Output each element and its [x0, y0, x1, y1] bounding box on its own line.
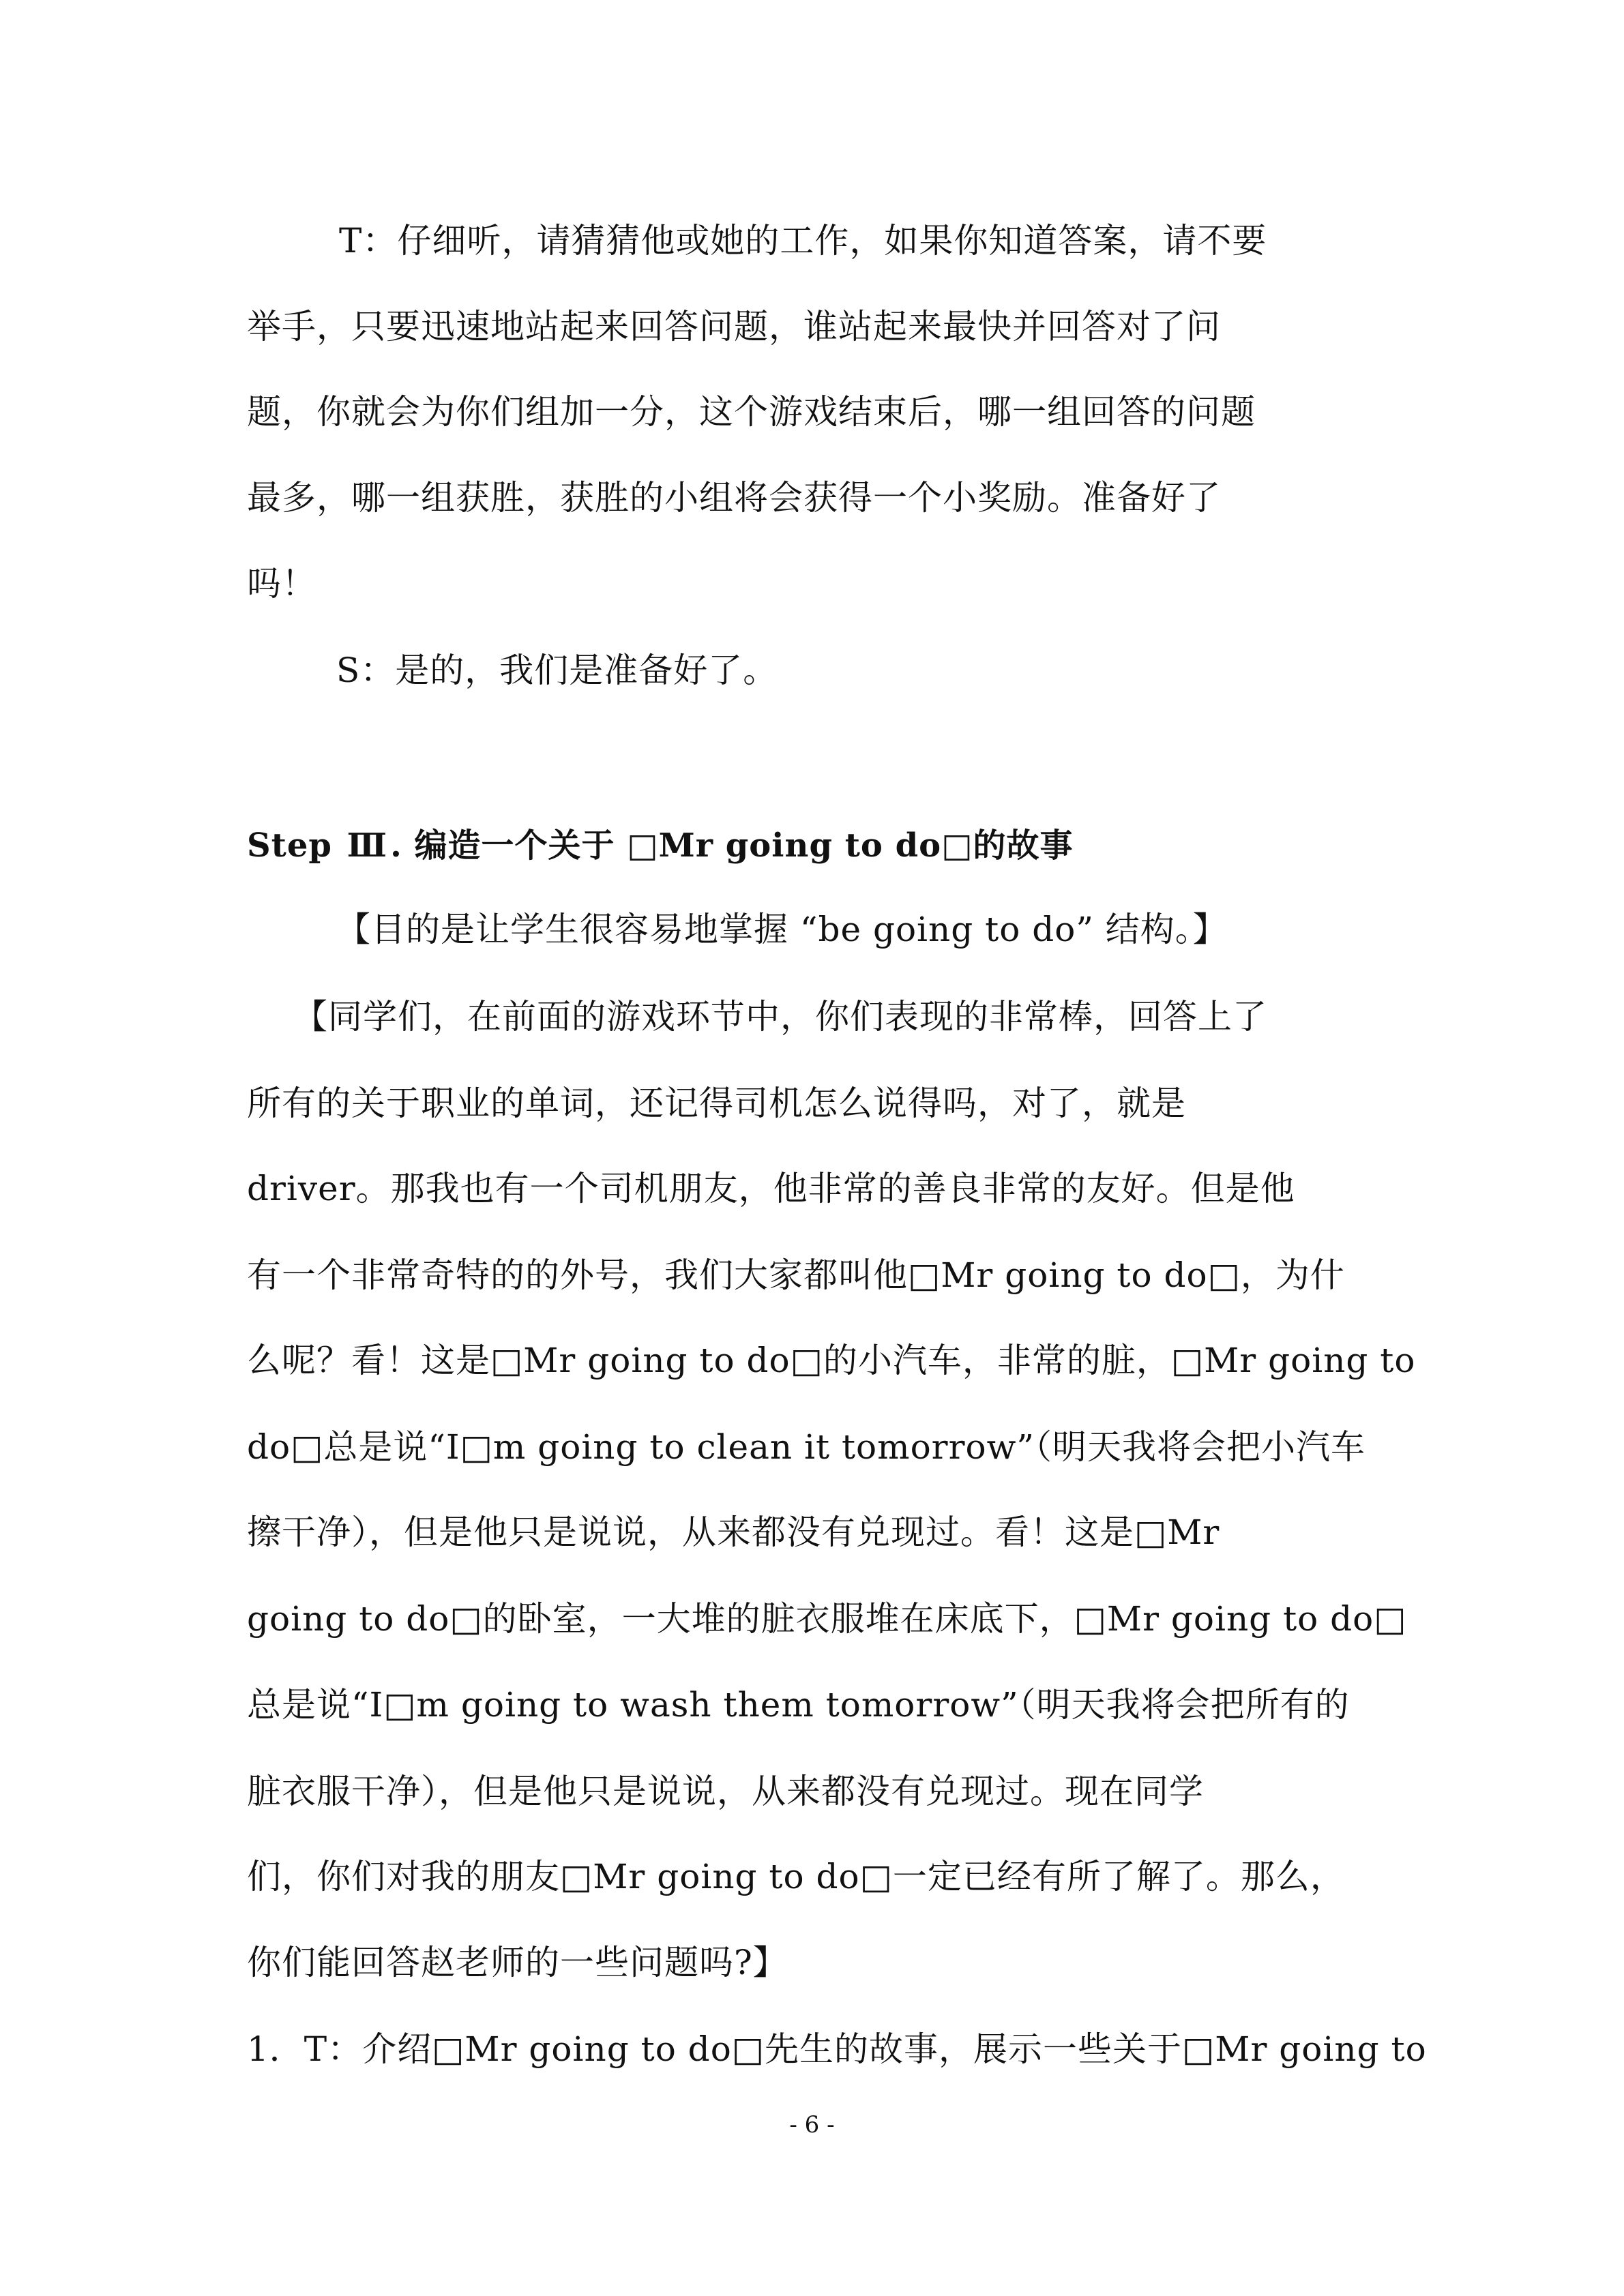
paragraph-line: 举手，只要迅速地站起来回答问题，谁站起来最快并回答对了问 [247, 307, 1221, 346]
paragraph-line: S：是的，我们是准备好了。 [336, 651, 778, 690]
story-line: 【同学们，在前面的游戏环节中，你们表现的非常棒，回答上了 [293, 997, 1267, 1037]
step-heading-title: . 编造一个关于 □Mr going to do□的故事 [390, 826, 1074, 865]
story-line: do□总是说“I□m going to clean it tomorrow”（明天我将会把小汽车 [247, 1427, 1365, 1467]
story-line: 么呢？看！这是□Mr going to do□的小汽车，非常的脏，□Mr going to [247, 1341, 1416, 1380]
paragraph-line: 题，你就会为你们组加一分，这个游戏结束后，哪一组回答的问题 [247, 392, 1256, 432]
story-line: driver。那我也有一个司机朋友，他非常的善良非常的友好。但是他 [247, 1169, 1295, 1208]
step-heading [247, 825, 1074, 866]
purpose-note: 【目的是让学生很容易地掌握 “be going to do” 结构。】 [336, 910, 1228, 949]
story-line: 擦干净），但是他只是说说，从来都没有兑现过。看！这是□Mr [247, 1512, 1220, 1552]
list-item: 1．T：介绍□Mr going to do□先生的故事，展示一些关于□Mr going to [247, 2029, 1427, 2069]
paragraph-line: T：仔细听，请猜猜他或她的工作，如果你知道答案，请不要 [339, 221, 1267, 260]
step-heading-prefix: Step [247, 826, 332, 865]
story-line: going to do□的卧室，一大堆的脏衣服堆在床底下，□Mr going to do□ [247, 1599, 1407, 1639]
paragraph-line: 吗！ [247, 564, 316, 603]
step-heading-roman: Ⅲ [346, 826, 388, 865]
paragraph-line: 最多，哪一组获胜，获胜的小组将会获得一个小奖励。准备好了 [247, 478, 1221, 518]
story-line: 总是说“I□m going to wash them tomorrow”（明天我将会把所有的 [247, 1685, 1350, 1725]
story-line: 们，你们对我的朋友□Mr going to do□一定已经有所了解了。那么， [247, 1857, 1345, 1896]
story-line: 所有的关于职业的单词，还记得司机怎么说得吗，对了，就是 [247, 1084, 1186, 1123]
page-number: - 6 - [789, 2111, 835, 2138]
story-line: 你们能回答赵老师的一些问题吗?】 [247, 1943, 788, 1982]
story-line: 有一个非常奇特的的外号，我们大家都叫他□Mr going to do□，为什 [247, 1255, 1345, 1295]
story-line: 脏衣服干净），但是他只是说说，从来都没有兑现过。现在同学 [247, 1772, 1204, 1811]
